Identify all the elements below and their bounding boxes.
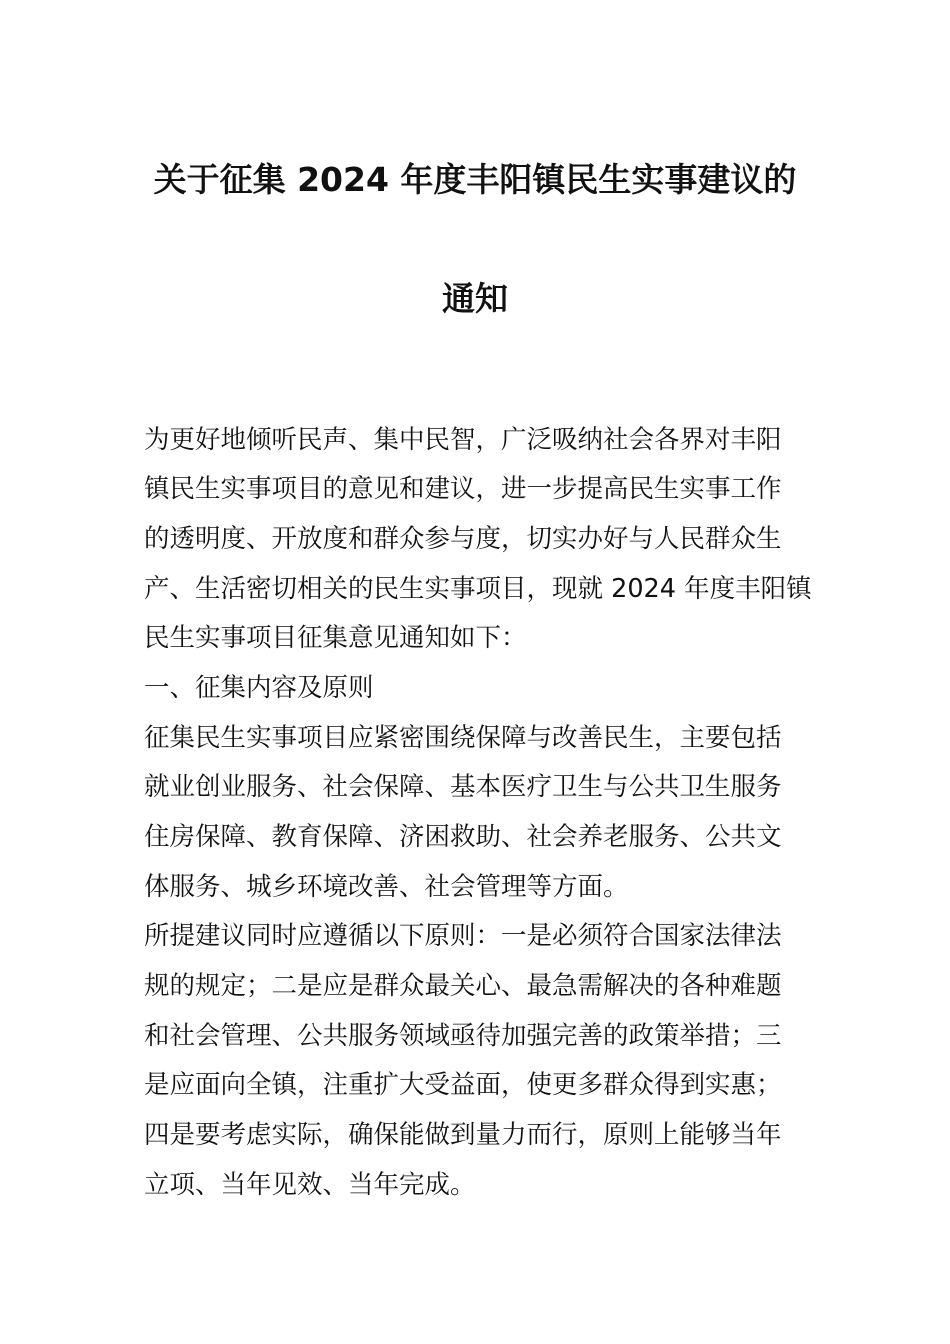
body-line-5: 民生实事项目征集意见通知如下： [144,623,527,653]
body-line-8: 就业创业服务、社会保障、基本医疗卫生与公共卫生服务 [144,772,782,802]
body-line-13: 和社会管理、公共服务领域亟待加强完善的政策举措；三 [144,1021,782,1051]
document-title-line-2: 通知 [442,279,508,318]
body-line-2: 镇民生实事项目的意见和建议，进一步提高民生实事工作 [144,474,782,504]
body-line-15: 四是要考虑实际，确保能做到量力而行，原则上能够当年 [144,1120,782,1150]
body-line-1: 为更好地倾听民声、集中民智，广泛吸纳社会各界对丰阳 [144,425,782,455]
document-title-line-1: 关于征集 2024 年度丰阳镇民生实事建议的 [153,160,797,199]
body-line-14: 是应面向全镇，注重扩大受益面，使更多群众得到实惠； [144,1070,782,1100]
section-heading-1: 一、征集内容及原则 [144,673,374,703]
body-line-4: 产、生活密切相关的民生实事项目，现就 2024 年度丰阳镇 [144,574,812,604]
body-line-3: 的透明度、开放度和群众参与度，切实办好与人民群众生 [144,524,782,554]
body-line-9: 住房保障、教育保障、济困救助、社会养老服务、公共文 [144,822,782,852]
body-line-16: 立项、当年见效、当年完成。 [144,1170,476,1200]
body-line-12: 规的规定；二是应是群众最关心、最急需解决的各种难题 [144,971,782,1001]
body-line-11: 所提建议同时应遵循以下原则：一是必须符合国家法律法 [144,921,782,951]
body-line-7: 征集民生实事项目应紧密围绕保障与改善民生，主要包括 [144,723,782,753]
body-line-10: 体服务、城乡环境改善、社会管理等方面。 [144,872,629,902]
